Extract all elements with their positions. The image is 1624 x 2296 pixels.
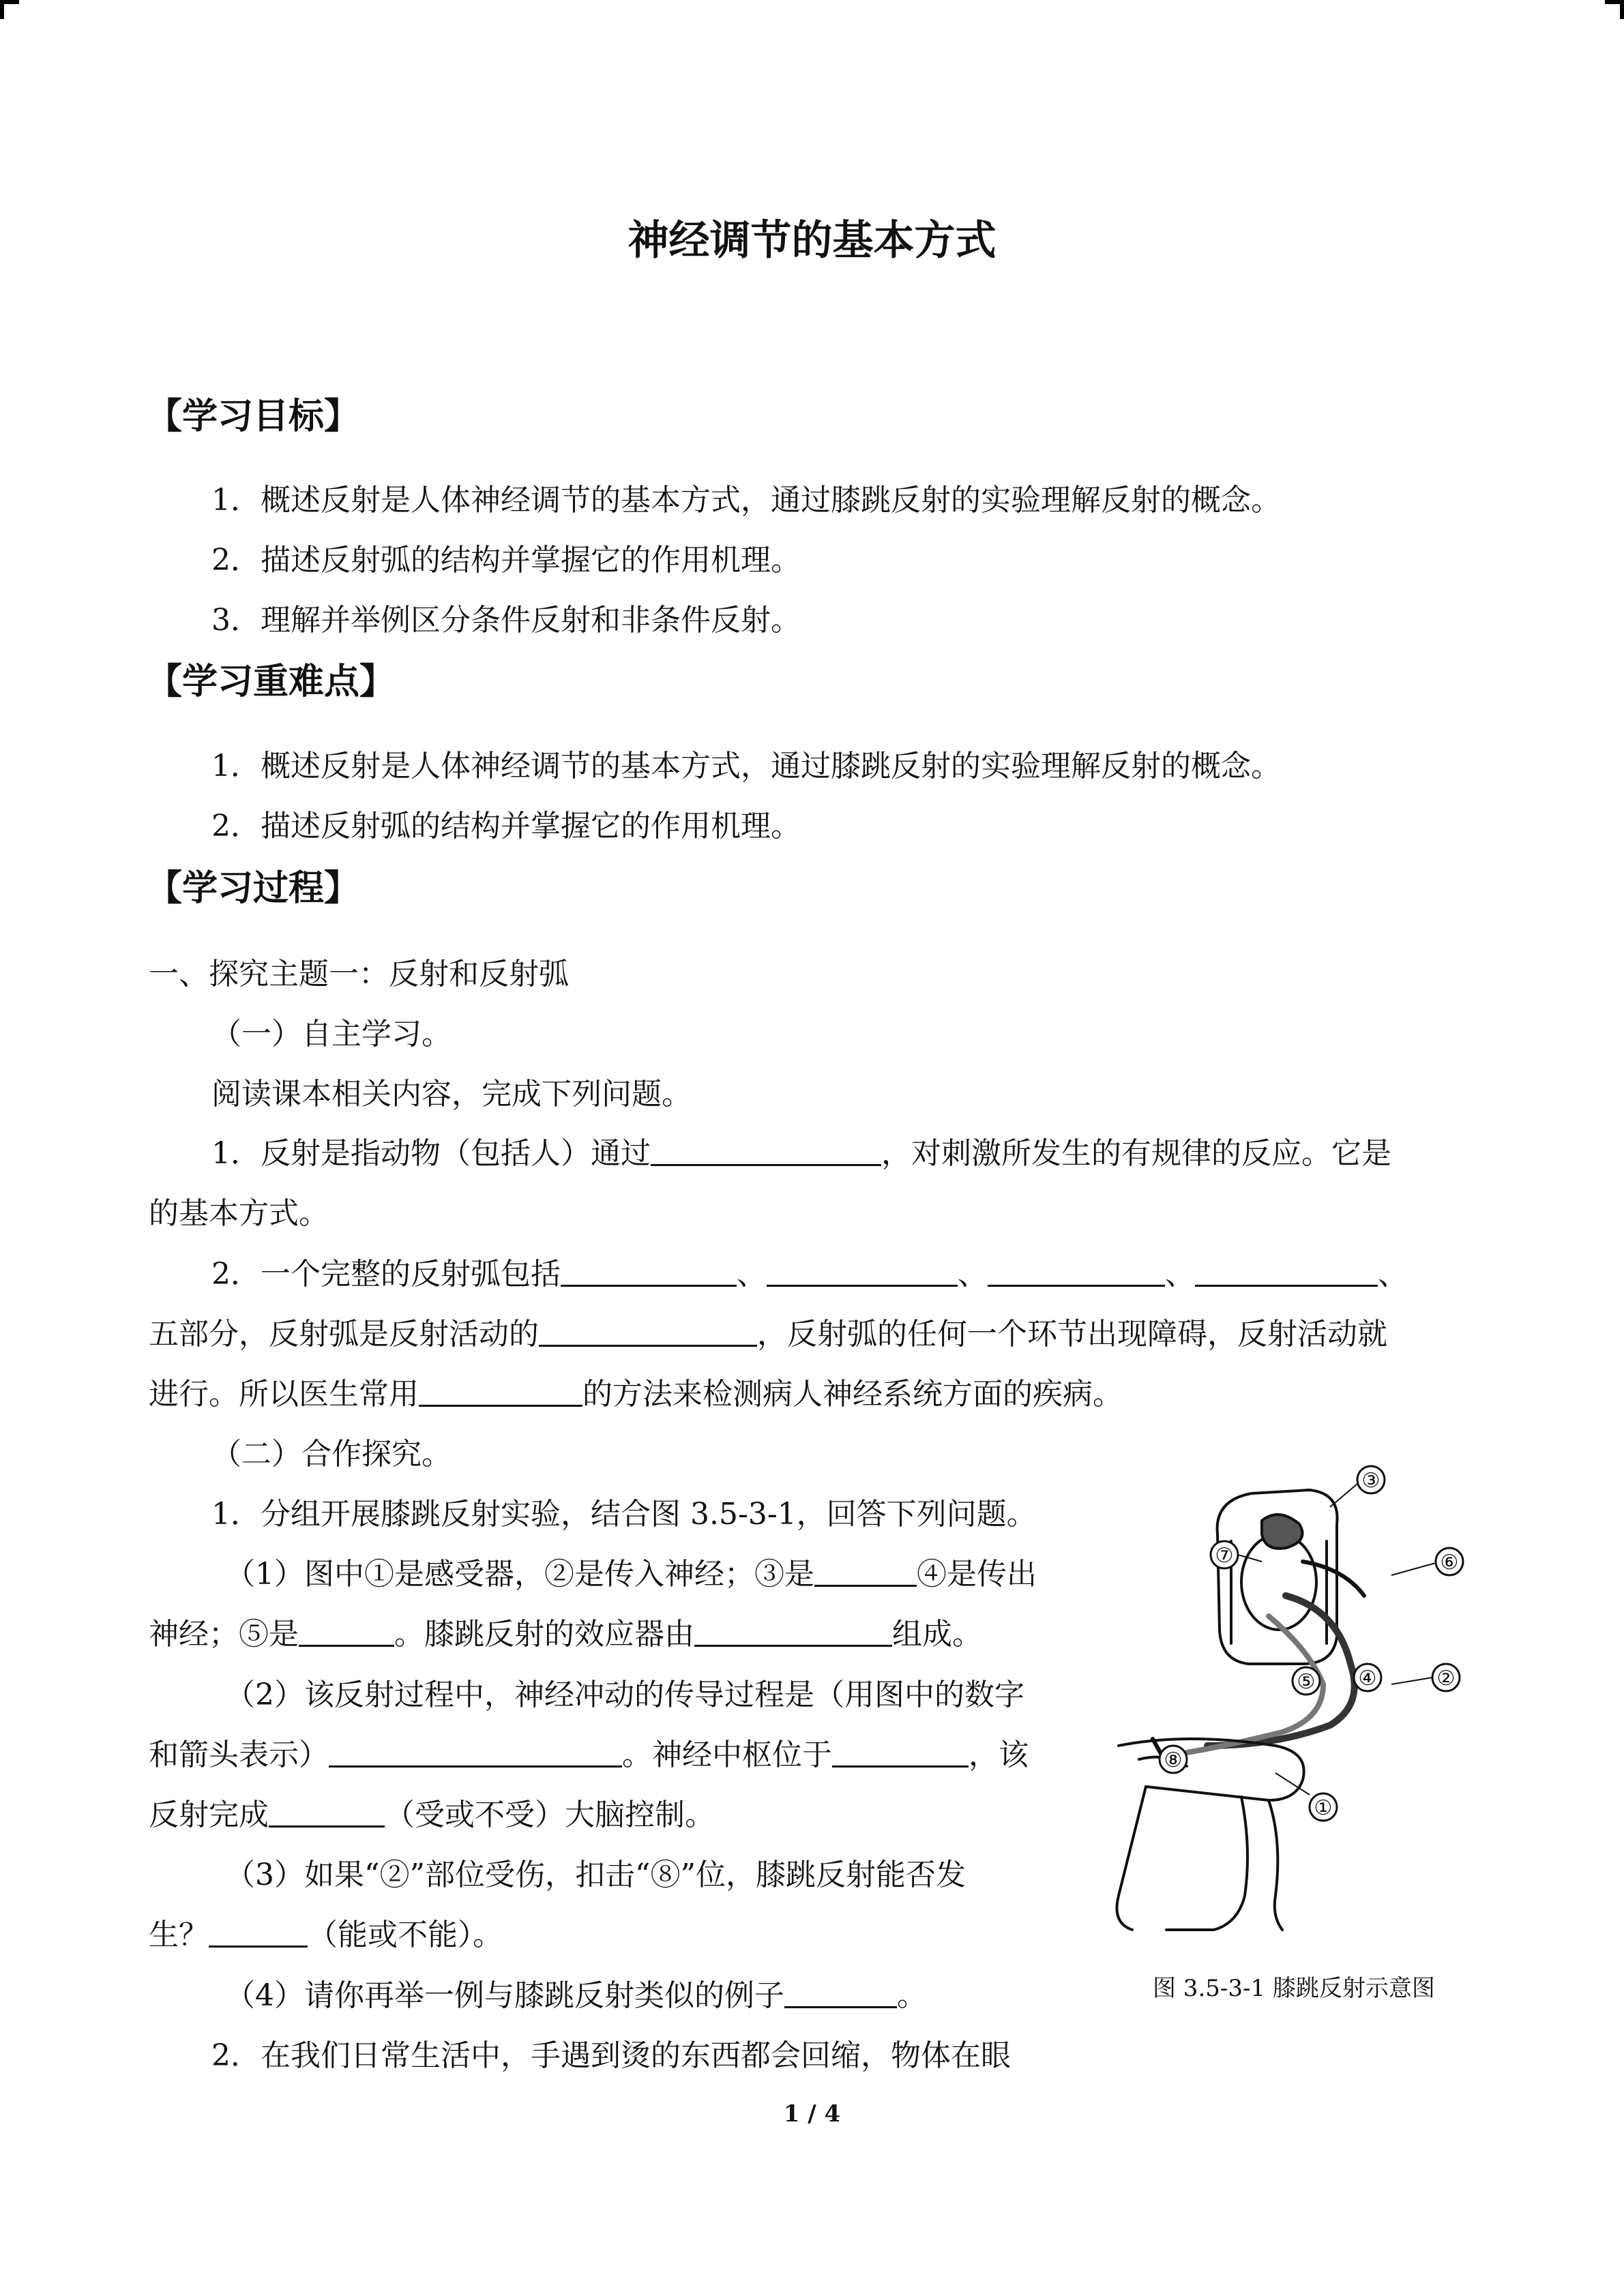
separator-2: 、 [958, 1257, 988, 1292]
page-number: 1 / 4 [783, 2100, 841, 2128]
separator-3: 、 [1165, 1257, 1195, 1292]
shin-back [1166, 1797, 1247, 1930]
calf [1117, 1787, 1147, 1930]
answer-blank-reflex-via[interactable] [651, 1137, 881, 1167]
question-1-line-1 [211, 1129, 1391, 1172]
spinal-ganglion [1262, 1515, 1303, 1549]
afferent-nerve [1207, 1596, 1355, 1746]
answer-blank-arc-role[interactable] [539, 1318, 757, 1347]
question-1-text-a: 1．反射是指动物（包括人）通过 [211, 1136, 651, 1171]
sub-question-4-text-b: 。 [897, 1978, 927, 2013]
label-1: ① [1314, 1796, 1333, 1820]
question-2-text-d: 进行。所以医生常用 [149, 1377, 419, 1412]
sub-question-2-text-b: 和箭头表示） [149, 1738, 329, 1772]
question-1-line-2: 的基本方式。 [149, 1196, 329, 1231]
sub-question-2-line-3 [149, 1790, 715, 1834]
objectives-heading: 【学习目标】 [147, 396, 360, 437]
sub-question-3-line-2 [149, 1910, 503, 1954]
label-7: ⑦ [1215, 1544, 1234, 1568]
sub-question-4-text-a: （4）请你再举一例与膝跳反射类似的例子 [225, 1978, 784, 2013]
question-2-text-a: 2．一个完整的反射弧包括 [211, 1257, 561, 1292]
sub-question-4-line [225, 1971, 927, 2014]
answer-blank-arc-part-1[interactable] [561, 1258, 737, 1287]
sub-question-1-text-e: 组成。 [892, 1617, 982, 1652]
sub-question-2-line-2 [149, 1730, 1029, 1774]
answer-blank-nerve-center[interactable] [832, 1739, 969, 1768]
separator-4: 、 [1378, 1257, 1408, 1292]
answer-blank-test-method[interactable] [419, 1378, 582, 1407]
knee-jerk-reflex-diagram [1105, 1459, 1487, 1937]
sub-question-2-text-e: 反射完成 [149, 1798, 269, 1832]
answer-blank-effector[interactable] [694, 1618, 892, 1648]
question-1-text-b: ，对刺激所发生的有规律的反应。它是 [881, 1136, 1391, 1171]
nerve-branch [1303, 1562, 1364, 1596]
answer-blank-part-3[interactable] [814, 1558, 917, 1587]
sub-question-3-line-1: （3）如果“②”部位受伤，扣击“⑧”位，膝跳反射能否发 [225, 1858, 966, 1892]
sub-question-3-text-c: （能或不能）。 [308, 1918, 503, 1952]
sub-question-2-text-c: 。神经中枢位于 [622, 1738, 832, 1772]
instruction-text: 阅读课本相关内容，完成下列问题。 [211, 1077, 692, 1112]
label-5: ⑤ [1297, 1670, 1316, 1694]
sub-question-1-text-d: 。膝跳反射的效应器由 [394, 1617, 694, 1652]
objective-item-1: 1．概述反射是人体神经调节的基本方式，通过膝跳反射的实验理解反射的概念。 [211, 483, 1281, 518]
page-title: 神经调节的基本方式 [628, 217, 996, 265]
cooperative-heading: （二）合作探究。 [211, 1437, 452, 1472]
label-2: ② [1436, 1667, 1456, 1690]
label-4: ④ [1358, 1667, 1377, 1690]
sub-question-2-text-d: ，该 [969, 1738, 1029, 1772]
answer-blank-can-or-not[interactable] [209, 1919, 308, 1948]
question-2-line-3 [149, 1369, 1123, 1413]
sub-question-1-text-a: （1）图中①是感受器，②是传入神经；③是 [225, 1557, 814, 1592]
label-3: ③ [1361, 1469, 1381, 1493]
answer-blank-arc-part-4[interactable] [1195, 1258, 1378, 1287]
crop-mark-left [0, 0, 19, 19]
sub-question-2-line-1: （2）该反射过程中，神经冲动的传导过程是（用图中的数字 [225, 1678, 1024, 1712]
key-points-heading: 【学习重难点】 [147, 661, 396, 702]
sub-question-1-text-c: 神经；⑤是 [149, 1617, 299, 1652]
key-point-item-2: 2．描述反射弧的结构并掌握它的作用机理。 [211, 809, 801, 844]
answer-blank-arc-part-3[interactable] [988, 1258, 1165, 1287]
process-heading: 【学习过程】 [147, 868, 360, 909]
sub-question-3-text-b: 生？ [149, 1918, 209, 1952]
sub-question-1-line-1 [225, 1549, 1037, 1593]
label-6: ⑥ [1440, 1551, 1459, 1575]
answer-blank-conduction-path[interactable] [329, 1739, 622, 1768]
sub-question-1-text-b: ④是传出 [917, 1557, 1037, 1592]
answer-blank-part-5[interactable] [299, 1618, 394, 1648]
answer-blank-example[interactable] [784, 1980, 897, 2009]
objective-item-3: 3．理解并举例区分条件反射和非条件反射。 [211, 603, 801, 638]
key-point-item-1: 1．概述反射是人体神经调节的基本方式，通过膝跳反射的实验理解反射的概念。 [211, 749, 1281, 784]
sub-question-2-text-f: （受或不受）大脑控制。 [385, 1798, 715, 1832]
answer-blank-arc-part-2[interactable] [767, 1258, 958, 1287]
objective-item-2: 2．描述反射弧的结构并掌握它的作用机理。 [211, 543, 801, 578]
crop-mark-right [1605, 0, 1624, 19]
question-2-line-2 [149, 1309, 1387, 1353]
answer-blank-brain-control[interactable] [269, 1799, 385, 1828]
figure-caption: 图 3.5-3-1 膝跳反射示意图 [1153, 1975, 1435, 2002]
theme-1-heading: 一、探究主题一：反射和反射弧 [149, 957, 569, 992]
question-2-text-e: 的方法来检测病人神经系统方面的疾病。 [582, 1377, 1123, 1412]
label-8: ⑧ [1164, 1748, 1183, 1772]
shin-front [1269, 1800, 1282, 1930]
question-2-text-b: 五部分，反射弧是反射活动的 [149, 1317, 539, 1352]
sub-question-1-line-2 [149, 1609, 982, 1653]
question-2-line-1 [211, 1249, 1408, 1293]
self-study-heading: （一）自主学习。 [211, 1017, 452, 1052]
exercise-2-intro: 2．在我们日常生活中，手遇到烫的东西都会回缩，物体在眼 [211, 2038, 1011, 2073]
question-2-text-c: ，反射弧的任何一个环节出现障碍，反射活动就 [757, 1317, 1387, 1352]
exercise-1-intro: 1．分组开展膝跳反射实验，结合图 3.5-3-1，回答下列问题。 [211, 1497, 1037, 1532]
separator-1: 、 [737, 1257, 767, 1292]
